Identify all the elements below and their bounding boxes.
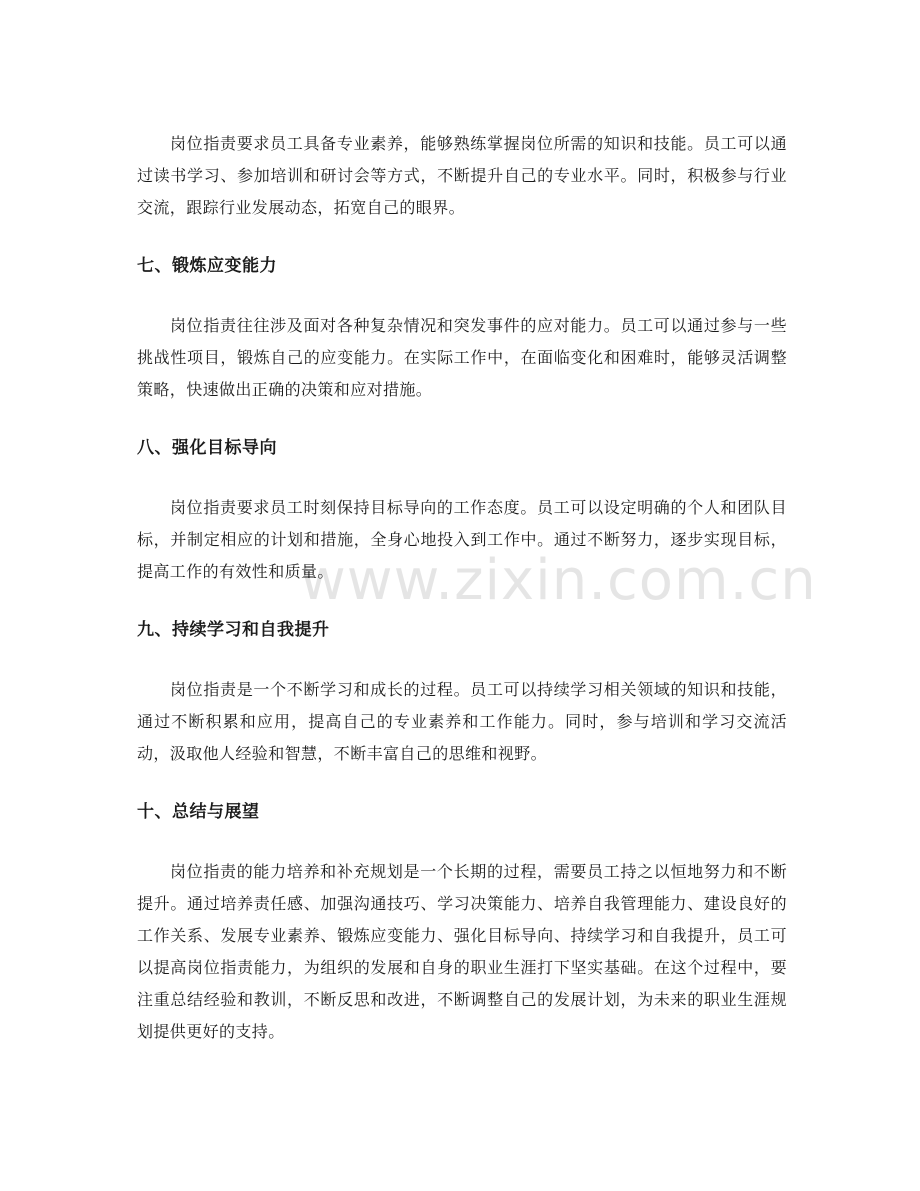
section-heading-10: 十、总结与展望 <box>137 802 260 822</box>
section-paragraph-9: 岗位指责是一个不断学习和成长的过程。员工可以持续学习相关领域的知识和技能，通过不断积累和应用，提高自己的专业素养和工作能力。同时，参与培训和学习交流活动，汲取他人经验和智慧，不断丰富自己的思维和视野。 <box>137 680 787 763</box>
section-heading-9: 九、持续学习和自我提升 <box>137 620 330 640</box>
watermark: www.zixin.com.cn <box>300 548 817 613</box>
document-body <box>137 128 787 1048</box>
section-paragraph-7: 岗位指责往往涉及面对各种复杂情况和突发事件的应对能力。员工可以通过参与一些挑战性项目，锻炼自己的应变能力。在实际工作中，在面临变化和困难时，能够灵活调整策略，快速做出正确的决策和应对措施。 <box>137 316 787 399</box>
section-heading-7: 七、锻炼应变能力 <box>137 256 277 276</box>
section-heading-8: 八、强化目标导向 <box>137 438 277 458</box>
section-paragraph-8: 岗位指责要求员工时刻保持目标导向的工作态度。员工可以设定明确的个人和团队目标，并制定相应的计划和措施，全身心地投入到工作中。通过不断努力，逐步实现目标，提高工作的有效性和质量。 <box>137 498 787 581</box>
intro-paragraph: 岗位指责要求员工具备专业素养，能够熟练掌握岗位所需的知识和技能。员工可以通过读书学习、参加培训和研讨会等方式，不断提升自己的专业水平。同时，积极参与行业交流，跟踪行业发展动态，拓宽自己的眼界。 <box>137 134 787 217</box>
section-paragraph-10: 岗位指责的能力培养和补充规划是一个长期的过程，需要员工持之以恒地努力和不断提升。通过培养责任感、加强沟通技巧、学习决策能力、培养自我管理能力、建设良好的工作关系、发展专业素养、锻炼应变能力、强化目标导向、持续学习和自我提升，员工可以提高岗位指责能力，为组织的发展和自身的职业生涯打下坚实基础。在这个过程中，要注重总结经验和教训，不断反思和改进，不断调整自己的发展计划，为未来的职业生涯规划提供更好的支持。 <box>137 862 787 1041</box>
